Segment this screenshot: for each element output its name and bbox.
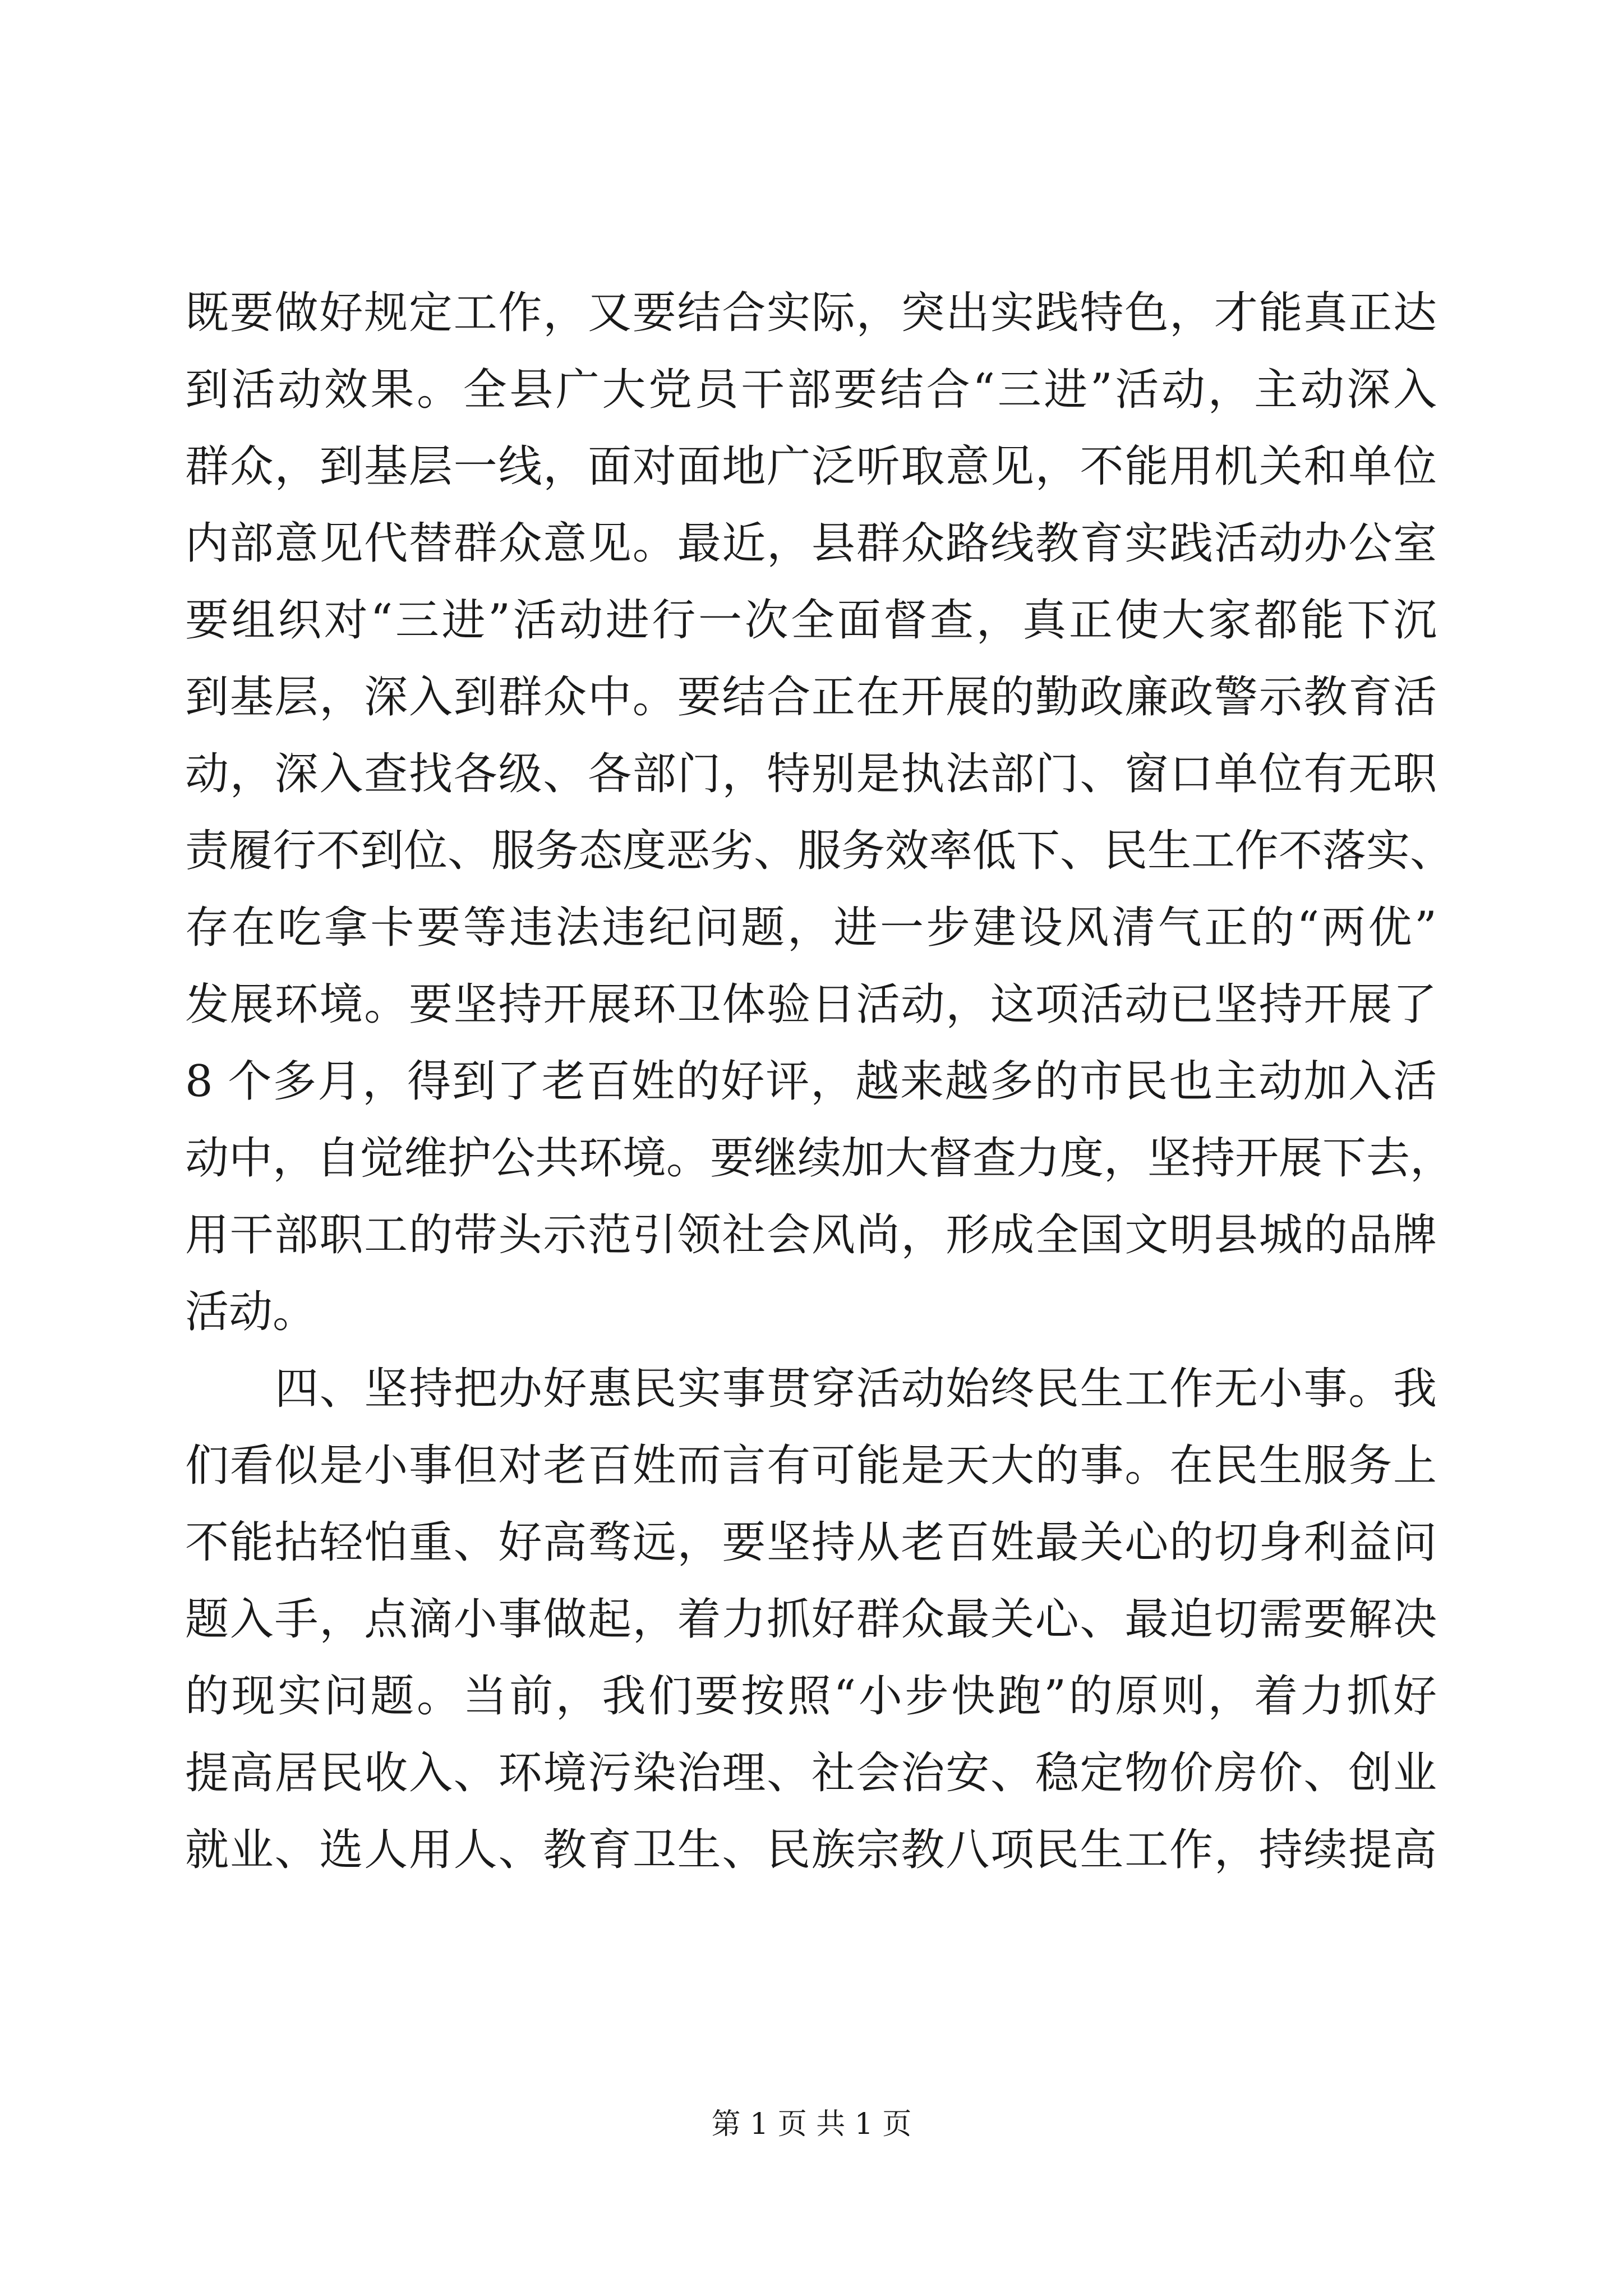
text-line: 题入手，点滴小事做起，着力抓好群众最关心、最迫切需要解决 <box>185 1594 1437 1645</box>
text-line: 不能拈轻怕重、好高骛远，要坚持从老百姓最关心的切身利益问 <box>185 1517 1437 1568</box>
text-line: 群众，到基层一线，面对面地广泛听取意见，不能用机关和单位 <box>185 441 1437 492</box>
page-number: 第 1 页 共 1 页 <box>711 2108 912 2141</box>
text-line: 存在吃拿卡要等违法违纪问题，进一步建设风清气正的“两优” <box>185 903 1437 953</box>
text-line: 责履行不到位、服务态度恶劣、服务效率低下、民生工作不落实、 <box>185 826 1454 876</box>
text-line: 动，深入查找各级、各部门，特别是执法部门、窗口单位有无职 <box>185 749 1437 799</box>
text-line: 提高居民收入、环境污染治理、社会治安、稳定物价房价、创业 <box>185 1748 1437 1798</box>
text-line: 到活动效果。全县广大党员干部要结合“三进”活动，主动深入 <box>185 365 1437 415</box>
text-line: 要组织对“三进”活动进行一次全面督查，真正使大家都能下沉 <box>185 595 1437 646</box>
text-line: 8 个多月，得到了老百姓的好评，越来越多的市民也主动加入活 <box>185 1056 1437 1107</box>
page-footer <box>0 2105 1623 2144</box>
text-line: 用干部职工的带头示范引领社会风尚，形成全国文明县城的品牌 <box>185 1210 1437 1260</box>
text-line: 既要做好规定工作，又要结合实际，突出实践特色，才能真正达 <box>185 288 1437 338</box>
text-line: 发展环境。要坚持开展环卫体验日活动，这项活动已坚持开展了 <box>185 979 1437 1030</box>
text-line: 就业、选人用人、教育卫生、民族宗教八项民生工作，持续提高 <box>185 1825 1437 1875</box>
text-line: 四、坚持把办好惠民实事贯穿活动始终民生工作无小事。我 <box>275 1364 1437 1414</box>
text-line: 内部意见代替群众意见。最近，县群众路线教育实践活动办公室 <box>185 518 1437 569</box>
paragraph-1 <box>185 275 1454 1351</box>
text-line: 们看似是小事但对老百姓而言有可能是天大的事。在民生服务上 <box>185 1441 1437 1491</box>
text-line: 到基层，深入到群众中。要结合正在开展的勤政廉政警示教育活 <box>185 672 1437 723</box>
paragraph-2 <box>185 1351 1437 1889</box>
text-line: 活动。 <box>185 1287 317 1337</box>
text-line: 动中，自觉维护公共环境。要继续加大督查力度，坚持开展下去， <box>185 1133 1454 1184</box>
document-body <box>185 275 1454 1889</box>
text-line: 的现实问题。当前，我们要按照“小步快跑”的原则，着力抓好 <box>185 1671 1437 1722</box>
